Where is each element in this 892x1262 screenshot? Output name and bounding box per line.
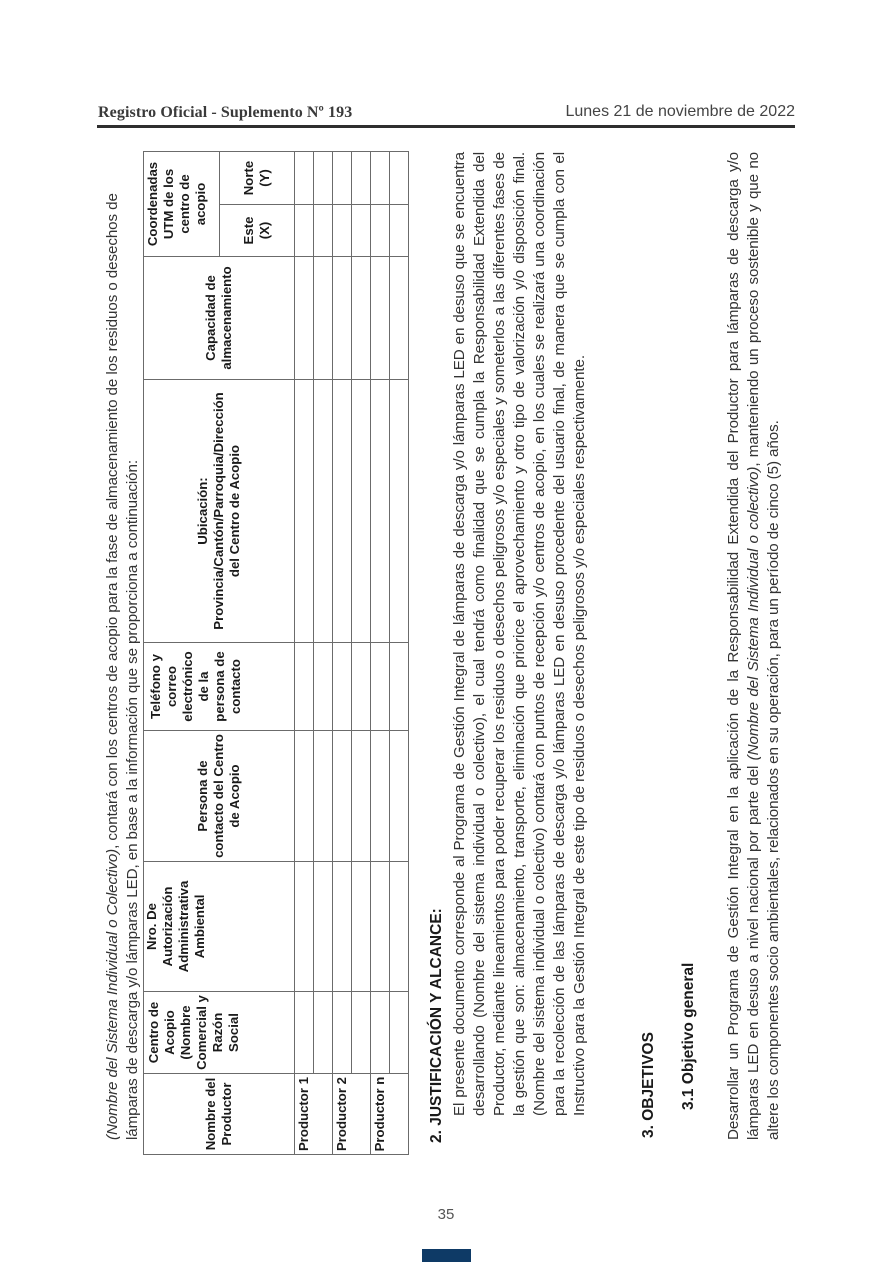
table-cell xyxy=(352,257,371,380)
intro-paragraph xyxy=(103,152,142,1140)
page-number: 35 xyxy=(437,1206,455,1223)
section-2-body: El presente documento corresponde al Programa de Gestión Integral de lámparas de descarga y/o lámparas LED en desuso que se encuentra desarrollando (Nombre del sistema individual o colectivo), el cual tendrá como finalidad que se cumpla la Responsabilidad Extendida del Productor, mediante lineamientos para poder recuperar los residuos o desechos peligrosos y/o especiales y someterlos a las diferentes fases de la gestión que son: almacenamiento, transporte, eliminación que priorice el aprovechamiento y otro tipo de valorización y/o disposición final. (Nombre del sistema individual o colectivo) contará con puntos de recepción y/o centros de acopio, en los cuales se realizará una coordinación para la recolección de las lámparas de descarga y/o lámparas LED en desuso procedente del usuario final, de manera que se cumpla con el Instructivo para la Gestión Integral de este tipo de residuos o desechos peligrosos y/o especiales respectivamente. xyxy=(451,152,588,1116)
table-cell xyxy=(352,380,371,643)
header-ubicacion-label: Ubicación: xyxy=(195,477,210,545)
table-cell xyxy=(371,862,390,992)
table-cell xyxy=(314,257,333,380)
table-cell xyxy=(390,643,409,731)
header-norte: Norte (Y) xyxy=(220,151,295,204)
publication-title: Registro Oficial - Suplemento Nº 193 xyxy=(98,104,353,121)
collection-centers-table xyxy=(143,151,409,1155)
table-cell xyxy=(314,205,333,257)
table-cell xyxy=(352,992,371,1074)
rotated-content xyxy=(100,140,800,1160)
intro-italic-name: (Nombre del Sistema Individual o Colectivo) xyxy=(104,848,121,1140)
table-row xyxy=(333,151,352,1154)
section-3-body xyxy=(724,152,784,1140)
header-telefono-correo: Teléfono y correo electrónico de la persona de contacto xyxy=(144,643,295,731)
table-cell xyxy=(295,731,314,862)
section-3-body-tail: , manteniendo un proceso sostenible y que no altere los componentes socio ambientales, relacionados en su operación, para un período de cinco (5) años. xyxy=(745,151,782,1140)
table-cell xyxy=(371,257,390,380)
table-row xyxy=(371,151,390,1154)
table-cell xyxy=(390,151,409,204)
table-cell xyxy=(371,380,390,643)
table-cell xyxy=(352,862,371,992)
table-cell xyxy=(314,992,333,1074)
table-cell xyxy=(295,643,314,731)
table-row xyxy=(314,151,333,1154)
table-cell xyxy=(295,380,314,643)
table-cell xyxy=(333,731,352,862)
publication-date: Lunes 21 de noviembre de 2022 xyxy=(565,103,795,120)
footer-bar xyxy=(422,1249,471,1262)
table-cell xyxy=(333,992,352,1074)
section-2-heading: 2. JUSTIFICACIÓN Y ALCANCE: xyxy=(428,908,445,1143)
section-3-body-text: Desarrollar un Programa de Gestión Integral en la aplicación de la Responsabilidad Extendida del Productor para lámparas de descarga y/o lámparas LED en desuso a nivel nacional por parte del xyxy=(725,152,762,1140)
table-cell xyxy=(371,643,390,731)
table-cell xyxy=(390,862,409,992)
table-cell xyxy=(352,151,371,204)
intro-text: , contará con los centros de acopio para la fase de almacenamiento de los residuos o desechos de lámparas de descarga y/o lámparas LED, en base a la información que se proporciona a continuación: xyxy=(104,193,141,1140)
table-cell xyxy=(333,380,352,643)
table-cell xyxy=(371,731,390,862)
table-row xyxy=(352,151,371,1154)
table-cell xyxy=(295,862,314,992)
table-row xyxy=(295,151,314,1154)
table-cell xyxy=(333,257,352,380)
table-cell xyxy=(333,862,352,992)
header-coordenadas: Coordenadas UTM de los centro de acopio xyxy=(144,151,220,256)
table-cell xyxy=(390,257,409,380)
section-3-1-heading: 3.1 Objetivo general xyxy=(680,962,697,1110)
table-cell xyxy=(333,643,352,731)
productor-cell: Productor 2 xyxy=(333,1074,371,1155)
table-cell xyxy=(352,205,371,257)
table-cell xyxy=(295,257,314,380)
table-cell xyxy=(314,643,333,731)
header-centro-acopio: Centro de Acopio (Nombre Comercial y Razón Social xyxy=(144,992,295,1074)
header-capacidad: Capacidad de almacenamiento xyxy=(144,257,295,380)
productor-cell: Productor n xyxy=(371,1074,409,1155)
table-cell xyxy=(295,151,314,204)
header-ubicacion xyxy=(144,380,295,643)
table-cell xyxy=(390,380,409,643)
header-persona-contacto: Persona de contacto del Centro de Acopio xyxy=(144,731,295,862)
header-rule xyxy=(97,125,795,128)
table-cell xyxy=(333,205,352,257)
section-3-body-italic: (Nombre del Sistema Individual o colectivo) xyxy=(745,466,762,761)
header-este: Este (X) xyxy=(220,205,295,257)
table-cell xyxy=(333,151,352,204)
table-cell xyxy=(352,731,371,862)
table-cell xyxy=(295,205,314,257)
table-cell xyxy=(314,151,333,204)
table-cell xyxy=(314,862,333,992)
header-nombre-productor: Nombre del Productor xyxy=(144,1074,295,1155)
table-cell xyxy=(390,731,409,862)
table-cell xyxy=(371,151,390,204)
table-row xyxy=(390,151,409,1154)
table-cell xyxy=(295,992,314,1074)
table-cell xyxy=(390,205,409,257)
table-cell xyxy=(352,643,371,731)
table-cell xyxy=(371,992,390,1074)
table-cell xyxy=(314,731,333,862)
table-cell xyxy=(371,205,390,257)
table-cell xyxy=(390,992,409,1074)
table-cell xyxy=(314,380,333,643)
section-3-heading: 3. OBJETIVOS xyxy=(640,1032,657,1138)
header-nro-autorizacion: Nro. De Autorización Administrativa Ambiental xyxy=(144,862,295,992)
productor-cell: Productor 1 xyxy=(295,1074,333,1155)
header-ubicacion-detail: Provincia/Cantón/Parroquia/Dirección del Centro de Acopio xyxy=(211,392,242,630)
